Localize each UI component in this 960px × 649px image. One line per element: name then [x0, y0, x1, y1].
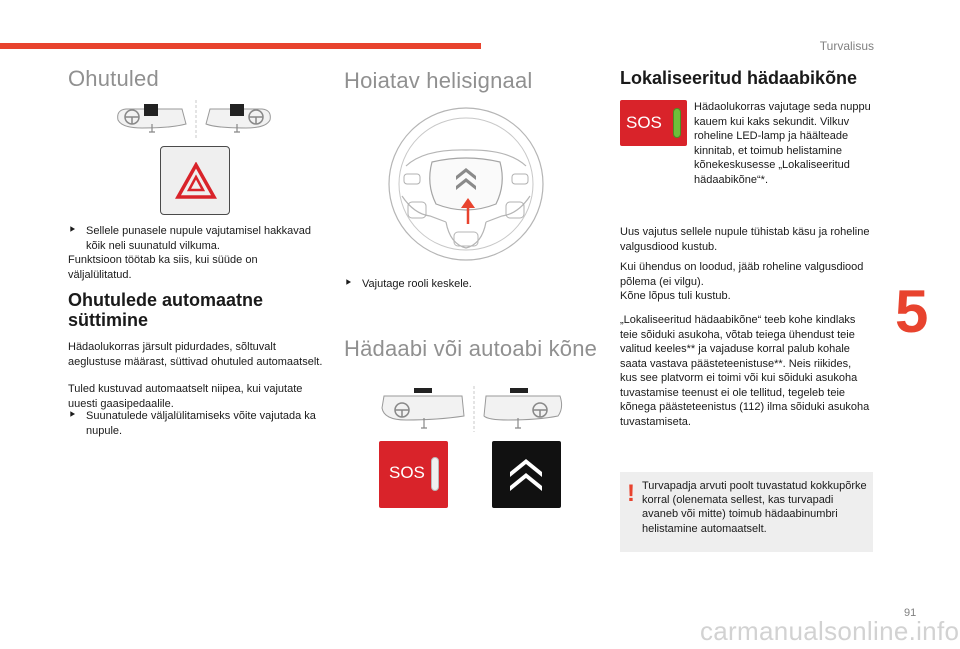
airbag-note: ! Turvapadja arvuti poolt tuvastatud kokkupõrke korral (olenemata sellest, kas turvapadi avaneb või mitte) toimub hädaabinumbri helistamine automaatselt. [620, 472, 873, 552]
warning-exclamation-icon: ! [627, 480, 635, 507]
assistance-call-button[interactable] [492, 441, 561, 508]
sos-button[interactable] [379, 441, 448, 508]
text-connected: Kui ühendus on loodud, jääb roheline valgusdiood põlema (ei vilgu). Kõne lõpus tuli kustub. [620, 261, 864, 302]
section-label: Turvalisus [819, 39, 874, 53]
hazard-triangle-icon [175, 162, 217, 200]
steering-wheel-illustration [384, 104, 548, 266]
hazard-button[interactable] [160, 146, 230, 215]
title-localized-call: Lokaliseeritud hädaabikõne [620, 68, 858, 88]
sos-button-large[interactable] [620, 100, 687, 146]
text-sos-press: Hädaolukorras vajutage seda nuppu kauem kui kaks sekundit. Vilkuv roheline LED-lamp ja häälteade kinnitab, et toimub helistamine kõnekeskusesse „Lokaliseeritud hädaabikõne“*. [694, 101, 871, 186]
sos-led-indicator [431, 457, 439, 491]
sos-label: SOS [389, 463, 425, 482]
watermark: carmanualsonline.info [700, 616, 960, 646]
bullet-hazard: ⯈ Sellele punasele nupule vajutamisel hakkavad kõik neli suunatuld vilkuma. [68, 225, 312, 252]
chapter-number: 5 [895, 278, 929, 345]
bullet-arrow-icon: ⯈ [68, 225, 76, 236]
top-accent-bar [0, 43, 481, 49]
text-localization: „Lokaliseeritud hädaabikõne“ teeb kohe kindlaks teie sõiduki asukoha, võtab teiega ühendust teie valitud keeles** ja vajaduse korral palub kohale saata vastava päästeteenistuse**. Neis riikides, kus see platvorm ei toimi või kui sõiduki asukoha tuvastamise teenust ei ole tellitud, tegeleb teie kõnega päästeteenistus (112) ilma sõiduki asukoha tuvastamiseta. [620, 314, 870, 428]
sos-label: SOS [626, 113, 662, 132]
bullet-arrow-icon: ⯈ [68, 410, 76, 421]
sos-led-green [673, 108, 681, 138]
subtitle-auto-hazard: Ohutulede automaatne süttimine [68, 290, 264, 330]
bullet-horn: ⯈ Vajutage rooli keskele. [344, 278, 472, 290]
text-auto-off: Tuled kustuvad automaatselt niipea, kui vajutate uuesti gaasipedaalile. [68, 383, 303, 410]
text-hazard-ignition: Funktsioon töötab ka siis, kui süüde on väljalülitatud. [68, 254, 258, 281]
title-emergency-call: Hädaabi või autoabi kõne [344, 336, 598, 361]
page-number: 91 [904, 607, 917, 619]
text-cancel: Uus vajutus sellele nupule tühistab käsu ja roheline valgusdiood kustub. [620, 226, 870, 253]
dashboard-illustration-1 [112, 98, 276, 140]
citroen-chevrons-icon [506, 454, 546, 494]
text-auto-hazard: Hädaolukorras järsult pidurdades, sõltuvalt aeglustuse määrast, süttivad ohutuled automaatselt. [68, 341, 323, 368]
bullet-arrow-icon: ⯈ [344, 278, 352, 289]
bullet-switch-off: ⯈ Suunatulede väljalülitamiseks võite vajutada ka nupule. [68, 410, 316, 437]
title-horn: Hoiatav helisignaal [344, 68, 533, 93]
title-ohutuled: Ohutuled [68, 66, 159, 91]
dashboard-illustration-2 [378, 386, 568, 434]
